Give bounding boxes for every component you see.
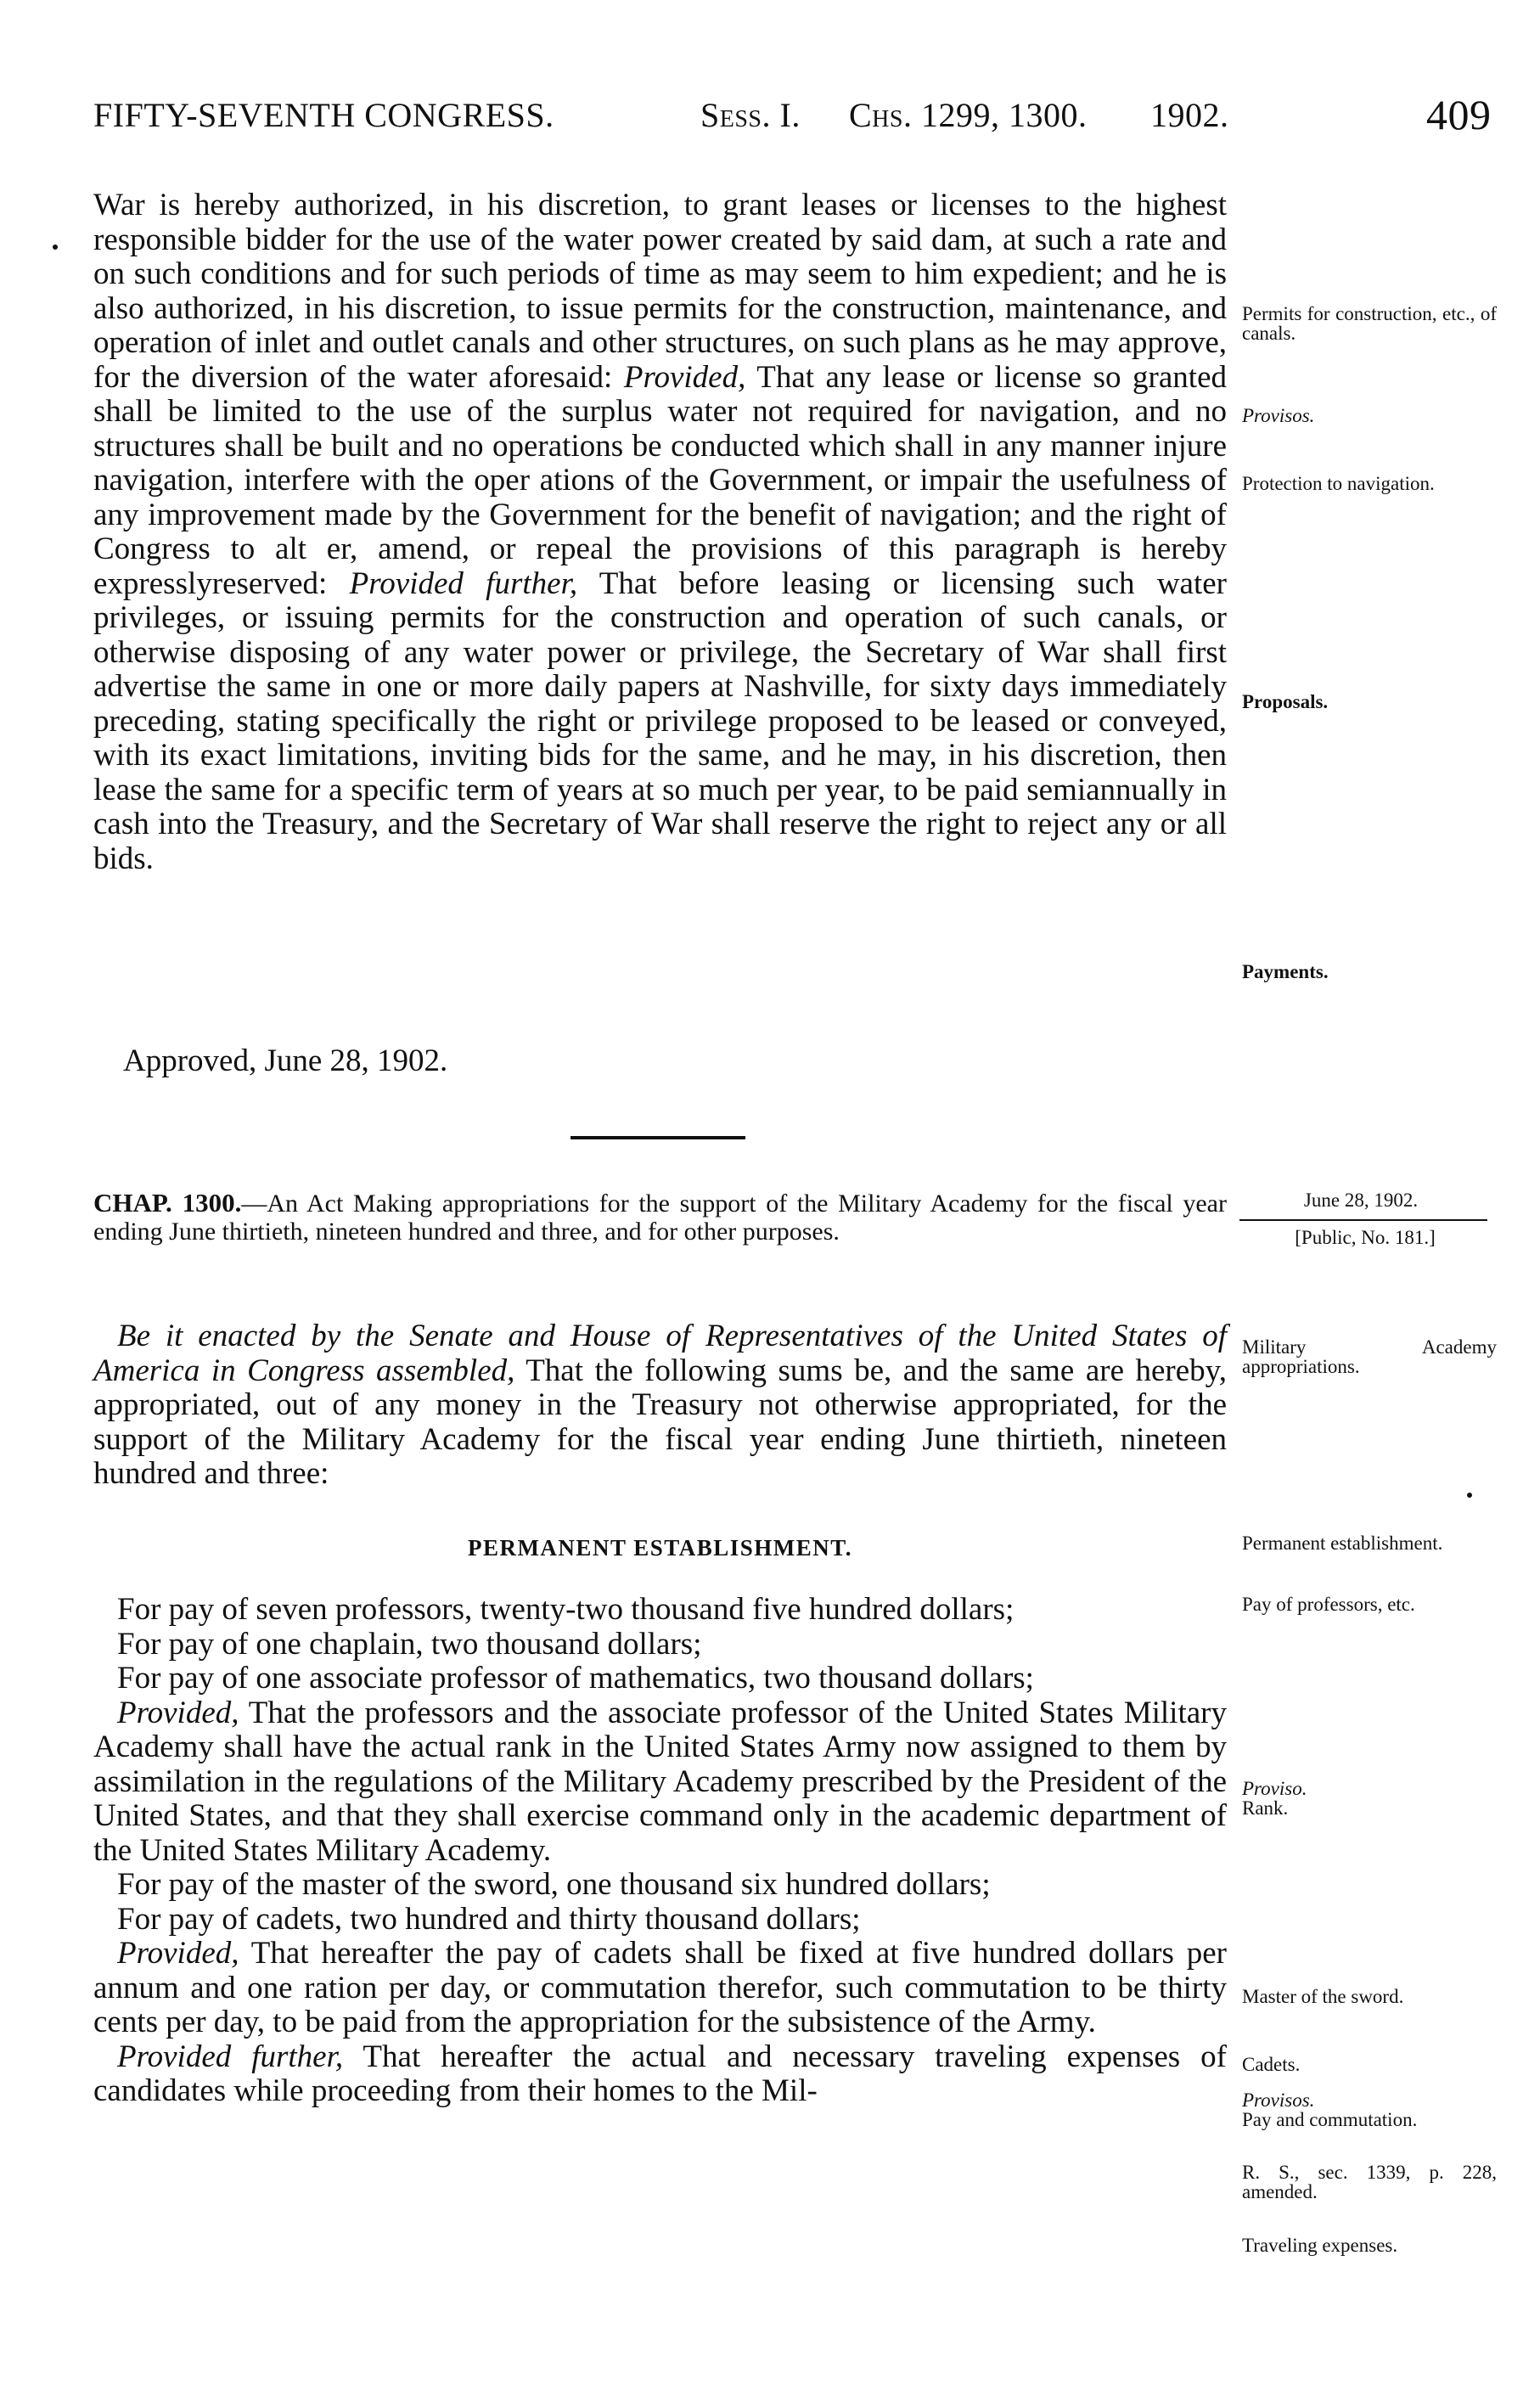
sidenote-payments: Payments. [1242, 961, 1329, 982]
sidenote-cadets: Cadets. [1242, 2054, 1301, 2075]
sidenote-public-law: [Public, No. 181.] [1295, 1227, 1436, 1248]
sidenote-master-sword: Master of the sword. [1242, 1986, 1404, 2007]
associate-professor-paragraph: For pay of one associate professor of mathematics, two thousand dollars; [117, 1661, 1034, 1696]
section-heading: PERMANENT ESTABLISHMENT. [467, 1535, 853, 1561]
proviso-label: Provided further, [349, 565, 578, 601]
proviso-label: Provided, [117, 1695, 239, 1730]
cadets-proviso-paragraph [93, 1937, 1227, 2040]
sidenote-rank: Rank. [1242, 1797, 1289, 1819]
enacting-clause [93, 1319, 1227, 1492]
sidenote-pay-professors: Pay of professors, etc. [1242, 1594, 1415, 1615]
paragraph-text: That before leasing or licensing such water privileges, or issuing permits for the construction and operation of such canals, or otherwise disposing of any water power or privilege, the Secretary of War shall first advertise the same in one or more daily papers at Nashville, for sixty days immediately preceding, stating specifically the right or privilege proposed to be leased or conveyed, with its exact limitations, inviting bids for the same, and he may, in his discretion, then lease the same for a specific term of years at so much per year, to be paid semiannually in cash into the Treasury, and the Secretary of War shall reserve the right to reject any or all bids. [93, 565, 1227, 876]
header-chapters: Chs. 1299, 1300. [849, 96, 1088, 134]
header-session: Sess. I. [700, 96, 801, 134]
sidenote-protection: Protection to navigation. [1242, 473, 1435, 494]
appropriations-text [93, 1593, 1227, 2109]
running-header [93, 91, 1503, 146]
chapter-label: CHAP. 1300. [93, 1188, 242, 1218]
paragraph-text: That hereafter the pay of cadets shall be fixed at five hundred dollars per annum and one ration per day, or commutation therefor, such commutation to be thirty cents per day, to be paid from the appropriation for the subsistence of the Army. [93, 1936, 1227, 2039]
professors-paragraph: For pay of seven professors, twenty-two thousand five hundred dollars; [117, 1592, 1014, 1627]
sidenote-traveling-expenses: Traveling expenses. [1242, 2235, 1398, 2256]
header-year: 1902. [1150, 96, 1229, 134]
sidenote-provisos: Provisos. [1242, 405, 1315, 426]
rank-proviso-paragraph [93, 1696, 1227, 1869]
travel-proviso-paragraph [93, 2040, 1227, 2109]
chapter-title-text: —An Act Making appropriations for the support of the Military Academy for the fiscal year ending June thirtieth, nineteen hundred and three, and for other purposes. [93, 1190, 1227, 1246]
page-number: 409 [1426, 91, 1492, 138]
header-congress: FIFTY-SEVENTH CONGRESS. [93, 96, 554, 134]
paragraph-text: That the following sums be, and the same are hereby, appropriated, out of any money in the Treasury not otherwise appropriated, for the support of the Military Academy for the fiscal year ending June thirtieth, nineteen hundred and three: [93, 1353, 1227, 1491]
proviso-label: Provided further, [117, 2039, 344, 2074]
chaplain-paragraph: For pay of one chaplain, two thousand dollars; [117, 1626, 702, 1662]
chapter-1299-text [93, 188, 1227, 876]
sidenote-proviso: Proviso. [1242, 1778, 1307, 1799]
sidenote-military-academy: Military Academy appropriations. [1242, 1336, 1497, 1377]
paragraph-text: That any lease or license so granted shall be limited to the use of the surplus water not required for navigation, and no structures shall be built and no operations be conducted which shall in any manner injure navigation, interfere with the oper ations of the Government, or impair the usefulness of any improvement made by the Government for the benefit of navigation; and the right of Congress to alt er, amend, or repeal the provisions of this paragraph is hereby expresslyreserved: [93, 359, 1227, 601]
sidenote-date: June 28, 1902. [1303, 1190, 1419, 1211]
sidenote-permits: Permits for construction, etc., of canals. [1242, 303, 1497, 344]
chapter-1300-title [93, 1189, 1227, 1246]
sidenote-provisos-2: Provisos. [1242, 2089, 1315, 2111]
print-speck [53, 245, 58, 250]
water-power-paragraph [93, 188, 1227, 876]
sidenote-permanent-establishment: Permanent establishment. [1242, 1533, 1443, 1554]
cadets-paragraph: For pay of cadets, two hundred and thirty thousand dollars; [117, 1901, 861, 1937]
proviso-label: Provided, [623, 359, 746, 395]
enacting-formula: Be it enacted by the Senate and House of Representatives of the United States of America in Congress assembled, [93, 1319, 1227, 1388]
date-rule [1239, 1219, 1487, 1221]
section-divider [570, 1136, 745, 1139]
sidenote-pay-commutation: Pay and commutation. [1242, 2109, 1418, 2130]
paragraph-text: That hereafter the actual and necessary traveling expenses of candidates while proceeding from their homes to the Mil- [93, 2039, 1227, 2108]
master-sword-paragraph: For pay of the master of the sword, one thousand six hundred dollars; [117, 1867, 991, 1902]
sidenote-rs-amended: R. S., sec. 1339, p. 228, amended. [1242, 2162, 1497, 2202]
enacting-paragraph [93, 1319, 1227, 1492]
paragraph-text: War is hereby authorized, in his discretion, to grant leases or licenses to the highest responsible bidder for the use of the water power created by said dam, at such a rate and on such conditions and for such periods of time as may seem to him expedient; and he is also authorized, in his discretion, to issue permits for the construction, maintenance, and operation of inlet and outlet canals and other structures, on such plans as he may approve, for the diversion of the water aforesaid: [93, 188, 1227, 395]
print-speck [1467, 1493, 1472, 1498]
paragraph-text: That the professors and the associate professor of the United States Military Academy shall have the actual rank in the United States Army now assigned to them by assimilation in the regulations of the Military Academy prescribed by the President of the United States, and that they shall exercise command only in the academic department of the United States Military Academy. [93, 1695, 1227, 1868]
sidenote-proposals: Proposals. [1242, 691, 1329, 712]
approval-date: Approved, June 28, 1902. [123, 1043, 448, 1078]
proviso-label: Provided, [117, 1936, 239, 1971]
